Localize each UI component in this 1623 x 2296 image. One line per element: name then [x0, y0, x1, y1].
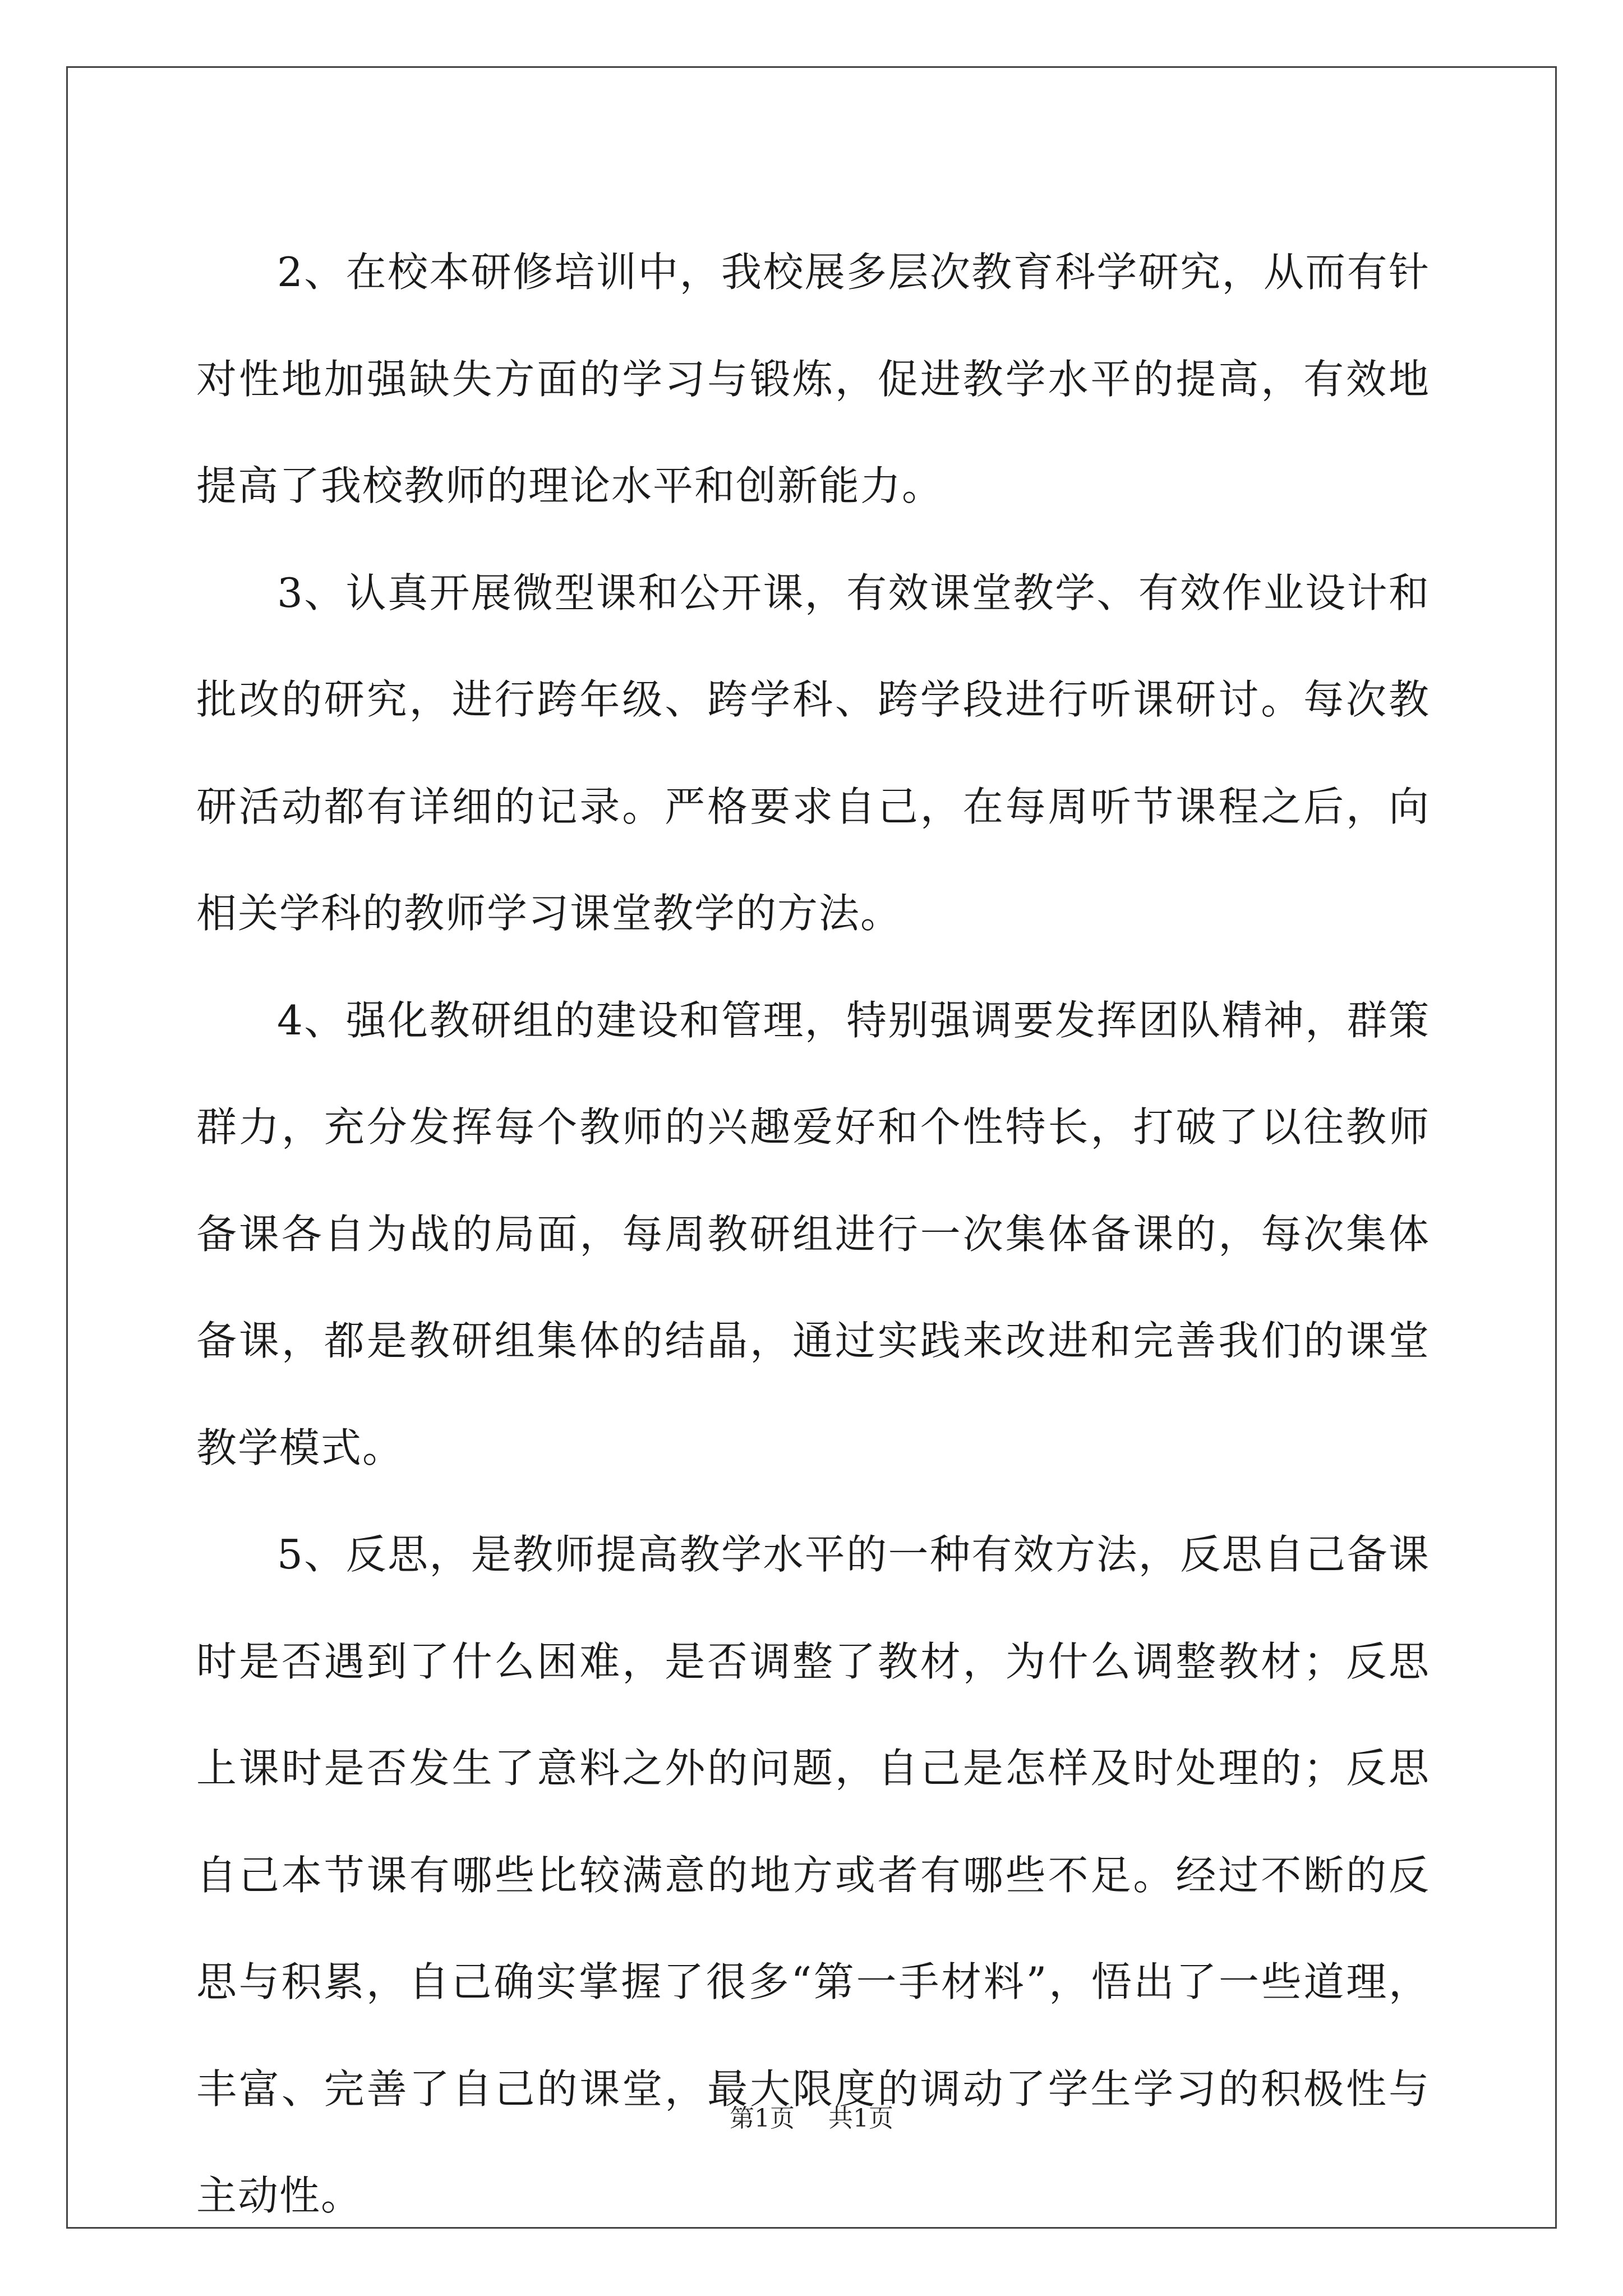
- paragraph-5-line-4: 节课有哪些比较满意的地方或者有哪些不足。经过不断的反思与积累，: [196, 1851, 1430, 2005]
- paragraph-2-line-2: 性地加强缺失方面的学习与锻炼，促进教学水平的提高，有效地提高: [196, 355, 1430, 509]
- paragraph-5-line-5: 自己确实掌握了很多“第一手材料”，悟出了一些道理，丰富、完善了: [196, 1958, 1430, 2113]
- paragraph-3: [196, 540, 1430, 967]
- page-footer: [0, 2098, 1623, 2134]
- paragraph-5-line-2: 是否遇到了什么困难，是否调整了教材，为什么调整教材；反思上课: [196, 1637, 1430, 1792]
- paragraph-3-line-4: 科的教师学习课堂教学的方法。: [321, 890, 902, 937]
- paragraph-3-line-3: 动都有详细的记录。严格要求自己，在每周听节课程之后，向相关学: [196, 783, 1430, 937]
- paragraph-2: [196, 219, 1430, 540]
- paragraph-5: [196, 1501, 1430, 2249]
- page-total-label: 共1页: [828, 2104, 893, 2133]
- paragraph-2-line-3: 了我校教师的理论水平和创新能力。: [279, 462, 944, 509]
- paragraph-4: [196, 967, 1430, 1502]
- paragraph-3-line-1: 3、认真开展微型课和公开课，有效课堂教学、有效作业设计和批: [196, 569, 1430, 723]
- paragraph-4-line-4: 都是教研组集体的结晶，通过实践来改进和完善我们的课堂教学模式。: [196, 1317, 1430, 1471]
- paragraph-4-line-2: 力，充分发挥每个教师的兴趣爱好和个性特长，打破了以往教师备课: [196, 1103, 1430, 1258]
- paragraph-4-line-3: 各自为战的局面，每周教研组进行一次集体备课的，每次集体备课，: [196, 1210, 1430, 1364]
- paragraph-2-line-1: 2、在校本研修培训中，我校展多层次教育科学研究，从而有针对: [196, 249, 1430, 403]
- document-body: [196, 219, 1430, 2249]
- paragraph-5-line-1: 5、反思，是教师提高教学水平的一种有效方法，反思自己备课时: [196, 1531, 1430, 1685]
- paragraph-3-line-2: 改的研究，进行跨年级、跨学科、跨学段进行听课研讨。每次教研活: [196, 676, 1430, 830]
- paragraph-4-line-1: 4、强化教研组的建设和管理，特别强调要发挥团队精神，群策群: [196, 996, 1430, 1151]
- page-number-label: 第1页: [730, 2104, 795, 2133]
- paragraph-5-line-6: 自己的课堂，最大限度的调动了学生学习的积极性与主动性。: [196, 2065, 1430, 2219]
- paragraph-5-line-3: 时是否发生了意料之外的问题，自己是怎样及时处理的；反思自己本: [196, 1745, 1430, 1899]
